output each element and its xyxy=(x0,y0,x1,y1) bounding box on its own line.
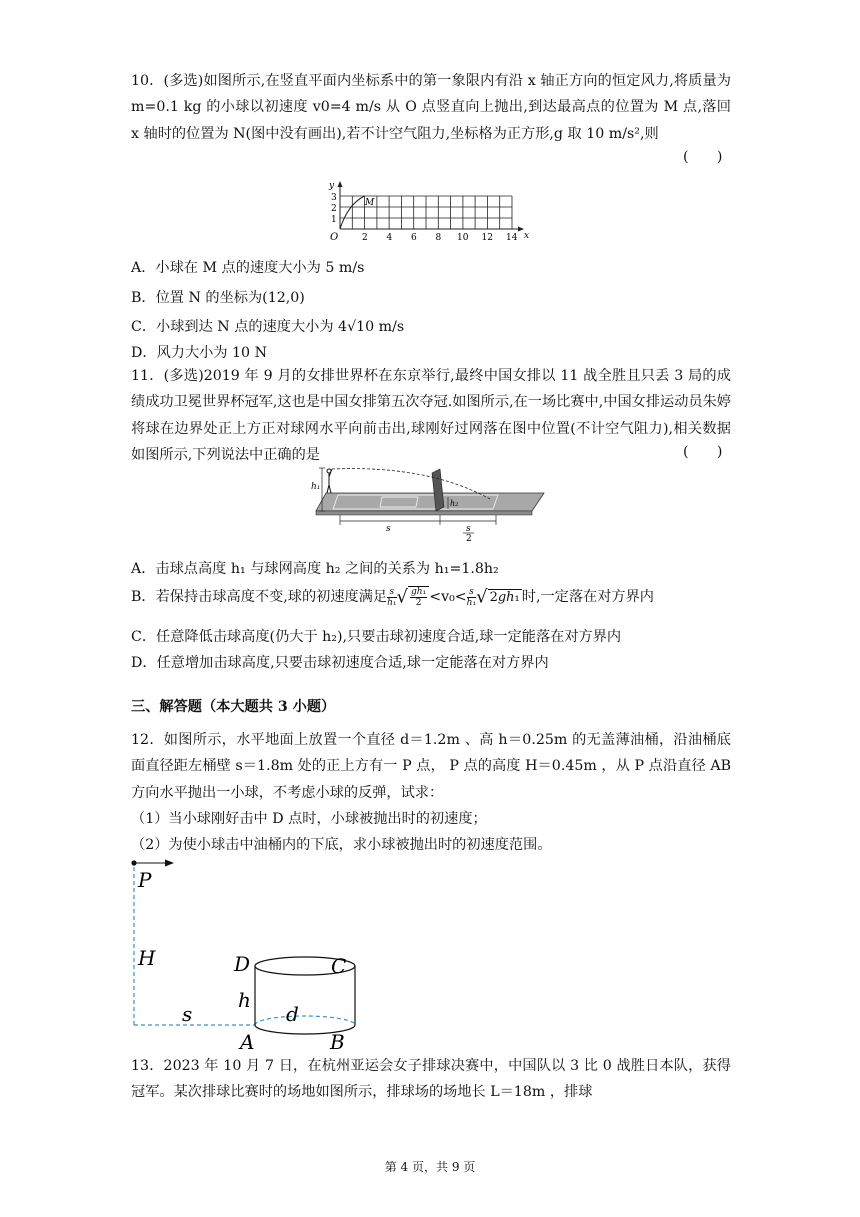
q10-point-m: M xyxy=(365,198,375,208)
q12-label-a: A xyxy=(240,1030,255,1054)
q12-barrel-bottom-back xyxy=(255,1016,355,1025)
q10-y-tick: 2 xyxy=(331,204,337,214)
q11-option-b-mid: <v₀< xyxy=(429,589,467,605)
q12-label-h-big: H xyxy=(138,946,156,970)
q10-x-tick: 12 xyxy=(481,233,493,243)
q11-frac-s-over-h1-2: $\frac{s}{\text{h₁}}$ xyxy=(466,586,477,608)
q10-x-tick: 14 xyxy=(506,233,518,243)
q11-option-b-prefix: B．若保持击球高度不变,球的初速度满足 xyxy=(131,589,388,605)
q11-frac-s-over-h1: $\frac{s}{\text{h₁}}$ xyxy=(387,586,397,608)
q10-y-axis-label: y xyxy=(329,181,335,191)
q11-player xyxy=(327,469,332,493)
q11-option-b: B．若保持击球高度不变,球的初速度满足 $\frac{s}{\text{h₁}}$ √ $\frac{\text{gh₁}}{2}$ <v₀< $\frac{s}{\text{h₁}}$ √ 2gh₁ 时,一定落在对方界内 xyxy=(131,586,654,608)
q11-option-b-suffix: 时,一定落在对方界内 xyxy=(521,589,654,605)
q10-text: 10．(多选)如图所示,在竖直平面内坐标系中的第一象限内有沿 x 轴正方向的恒定风力,将质量为 m=0.1 kg 的小球以初速度 v0=4 m/s 从 O 点竖直向上抛出,到达最高点的位置为 M 点,落回 x 轴时的位置为 N(图中没有画出),若不计空气阻力,坐标格为正方形,g 取 10 m/s²,则 xyxy=(131,73,731,142)
q10-x-tick: 8 xyxy=(435,233,442,243)
q10-x-tick: 10 xyxy=(457,233,469,243)
q10-y-tick: 1 xyxy=(331,215,337,225)
q12-sub1: （1）当小球刚好击中 D 点时，小球被抛出时的初速度； xyxy=(131,811,487,827)
q12-label-b: B xyxy=(330,1030,345,1054)
q11-figure xyxy=(308,463,548,543)
q12-label-d-diameter: d xyxy=(286,1002,299,1026)
q10-option-b: B．位置 N 的坐标为(12,0) xyxy=(131,290,305,306)
q11-half-s-den: 2 xyxy=(466,534,472,543)
q12-label-p: P xyxy=(138,868,152,892)
q10-x-tick: 6 xyxy=(411,233,417,243)
page-footer: 第 4 页，共 9 页 xyxy=(384,1160,476,1174)
q10-option-c: C．小球到达 N 点的速度大小为 4√10 m/s xyxy=(131,319,405,335)
q11-h1-label: h₁ xyxy=(311,482,321,492)
q11-s-label: s xyxy=(386,524,391,534)
q10-x-axis-label: x xyxy=(524,231,530,241)
q12-label-h: h xyxy=(238,988,251,1012)
q13-text: 13．2023 年 10 月 7 日，在杭州亚运会女子排球决赛中，中国队以 3 比 0 战胜日本队，获得冠军。某次排球比赛时的场地如图所示，排球场的场地长 L＝18m ，排球 xyxy=(131,1058,731,1101)
q10-x-tick: 2 xyxy=(362,233,368,243)
q11-answer-paren: ( ) xyxy=(683,444,723,460)
q10-x-tick: 4 xyxy=(386,233,393,243)
q12-label-d: D xyxy=(234,952,251,976)
q10-y-tick: 3 xyxy=(331,193,337,203)
q11-option-c: C．任意降低击球高度(仍大于 h₂),只要击球初速度合适,球一定能落在对方界内 xyxy=(131,629,622,645)
q12-label-c: C xyxy=(331,954,347,978)
q11-option-d: D．任意增加击球高度,只要击球初速度合适,球一定能落在对方界内 xyxy=(131,655,549,671)
section-3-title: 三、解答题（本大题共 3 小题） xyxy=(131,699,336,715)
q10-origin-label: O xyxy=(330,232,339,243)
q12-sub2: （2）为使小球击中油桶内的下底，求小球被抛出时的初速度范围。 xyxy=(131,837,552,853)
q10-option-d: D．风力大小为 10 N xyxy=(131,345,267,361)
q12-text: 12．如图所示，水平地面上放置一个直径 d＝1.2m 、高 h＝0.25m 的无盖薄油桶，沿油桶底面直径距左桶壁 s＝1.8m 处的正上方有一 P 点， P 点的高度 H＝0.45m ，从 P 点沿直径 AB 方向水平抛出一小球，不考虑小球的反弹，试求： xyxy=(131,732,731,801)
q11-option-a: A．击球点高度 h₁ 与球网高度 h₂ 之间的关系为 h₁=1.8h₂ xyxy=(131,561,499,577)
q10-answer-paren: ( ) xyxy=(683,149,723,165)
q11-frac-gh1-over-2: $\frac{\text{gh₁}}{2}$ xyxy=(411,587,427,608)
q11-h2-label: h₂ xyxy=(450,499,459,508)
q11-half-s-num: s xyxy=(466,524,471,534)
q12-figure xyxy=(122,855,382,1055)
q11-text: 11．(多选)2019 年 9 月的女排世界杯在东京举行,最终中国女排以 11 战全胜且只丢 3 局的成绩成功卫冕世界杯冠军,这也是中国女排第五次夺冠.如图所示,在一场比赛中,中国女排运动员朱婷将球在边界处正上方正对球网水平向前击出,球刚好过网落在图中位置(不计空气阻力),相关数据如图所示,下列说法中正确的是 xyxy=(131,368,731,463)
q12-label-s: s xyxy=(182,1002,193,1026)
q10-figure xyxy=(318,178,533,244)
q10-option-a: A．小球在 M 点的速度大小为 5 m/s xyxy=(131,260,365,276)
q11-court xyxy=(316,493,544,511)
